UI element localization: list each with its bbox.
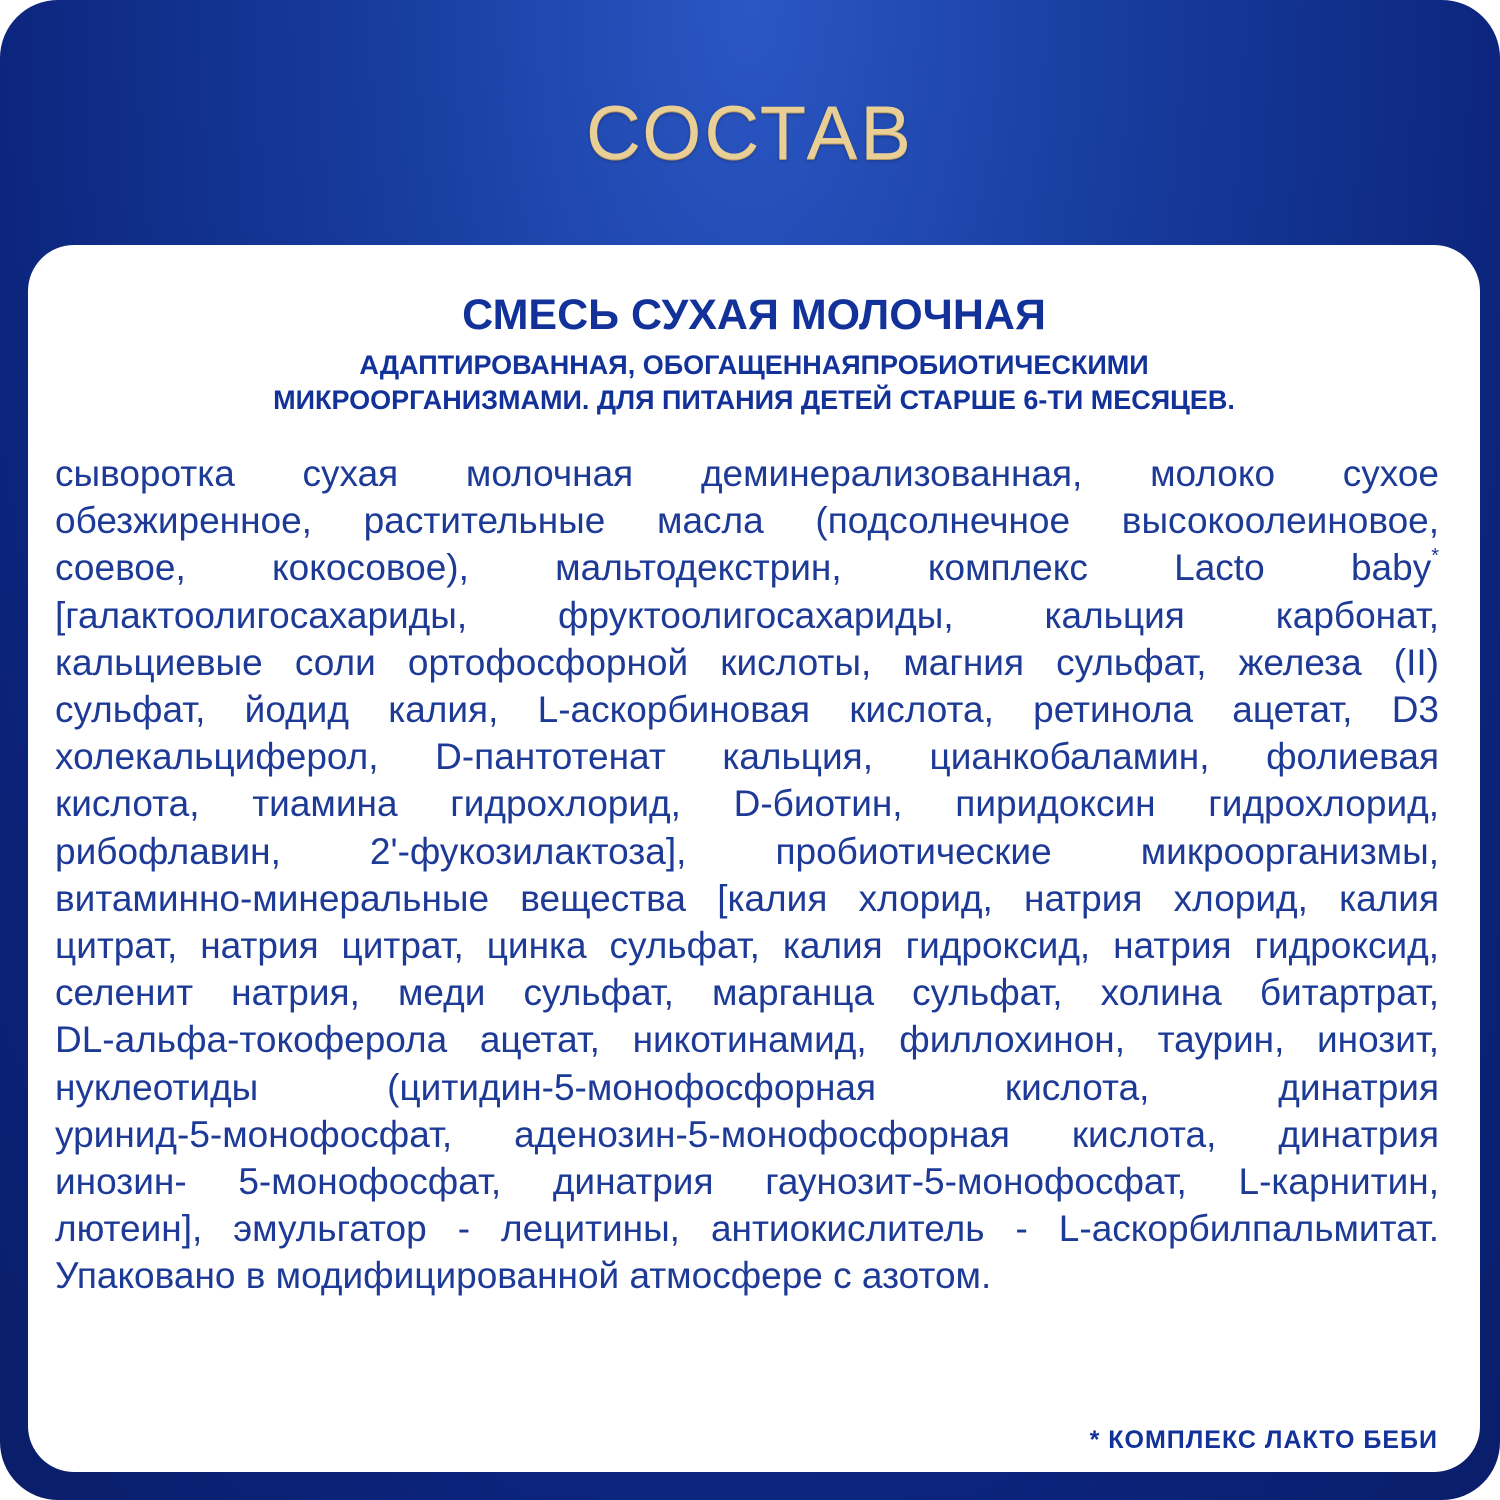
composition-line: селенит натрия, меди сульфат, марганца сульфат, холина битартрат, [55,972,1439,1014]
product-subtitle-line: АДАПТИРОВАННАЯ, ОБОГАЩЕННАЯПРОБИОТИЧЕСКИМИ [359,350,1149,380]
composition-line: кислота, тиамина гидрохлорид, D-биотин, пиридоксин гидрохлорид, [55,783,1439,825]
composition-line: инозин- 5-монофосфат, динатрия гаунозит-5-монофосфат, L-карнитин, [55,1161,1439,1203]
composition-text [55,450,1439,1300]
composition-line: сыворотка сухая молочная деминерализованная, молоко сухое [55,453,1439,494]
footnote-marker: * [1431,545,1439,568]
composition-line: цитрат, натрия цитрат, цинка сульфат, калия гидроксид, натрия гидроксид, [55,925,1439,967]
product-subtitle-line: МИКРООРГАНИЗМАМИ. ДЛЯ ПИТАНИЯ ДЕТЕЙ СТАРШЕ 6-ТИ МЕСЯЦЕВ. [273,385,1235,415]
composition-line: рибофлавин, 2'-фукозилактоза], пробиотические микроорганизмы, [55,830,1439,872]
composition-line: кальциевые соли ортофосфорной кислоты, магния сульфат, железа (II) [55,641,1439,683]
composition-line-text: соевое, кокосовое), мальтодекстрин, комплекс Lacto baby [55,547,1432,589]
composition-line: витаминно-минеральные вещества [калия хлорид, натрия хлорид, калия [55,877,1439,919]
composition-line: нуклеотиды (цитидин-5-монофосфорная кислота, динатрия [55,1066,1439,1108]
composition-line [55,544,1439,591]
page-title: СОСТАВ [586,91,914,176]
composition-line: [галактоолигосахариды, фруктоолигосахариды, кальция карбонат, [55,594,1439,636]
composition-line: лютеин], эмульгатор - лецитины, антиокислитель - L-аскорбилпальмитат. [55,1208,1439,1250]
composition-line: DL-альфа-токоферола ацетат, никотинамид, филлохинон, таурин, инозит, [55,1019,1439,1061]
composition-line: холекальциферол, D-пантотенат кальция, цианкобаламин, фолиевая [55,736,1439,778]
footnote: * КОМПЛЕКС ЛАКТО БЕБИ [1089,1426,1438,1454]
composition-line: сульфат, йодид калия, L-аскорбиновая кислота, ретинола ацетат, D3 [55,689,1439,731]
composition-card [28,245,1480,1472]
composition-line: Упаковано в модифицированной атмосфере с азотом. [55,1255,992,1297]
composition-line: уринид-5-монофосфат, аденозин-5-монофосфорная кислота, динатрия [55,1113,1439,1155]
product-title: СМЕСЬ СУХАЯ МОЛОЧНАЯ [462,291,1046,339]
composition-line: обезжиренное, растительные масла (подсолнечное высокоолеиновое, [55,500,1439,542]
product-subtitle [28,348,1480,418]
